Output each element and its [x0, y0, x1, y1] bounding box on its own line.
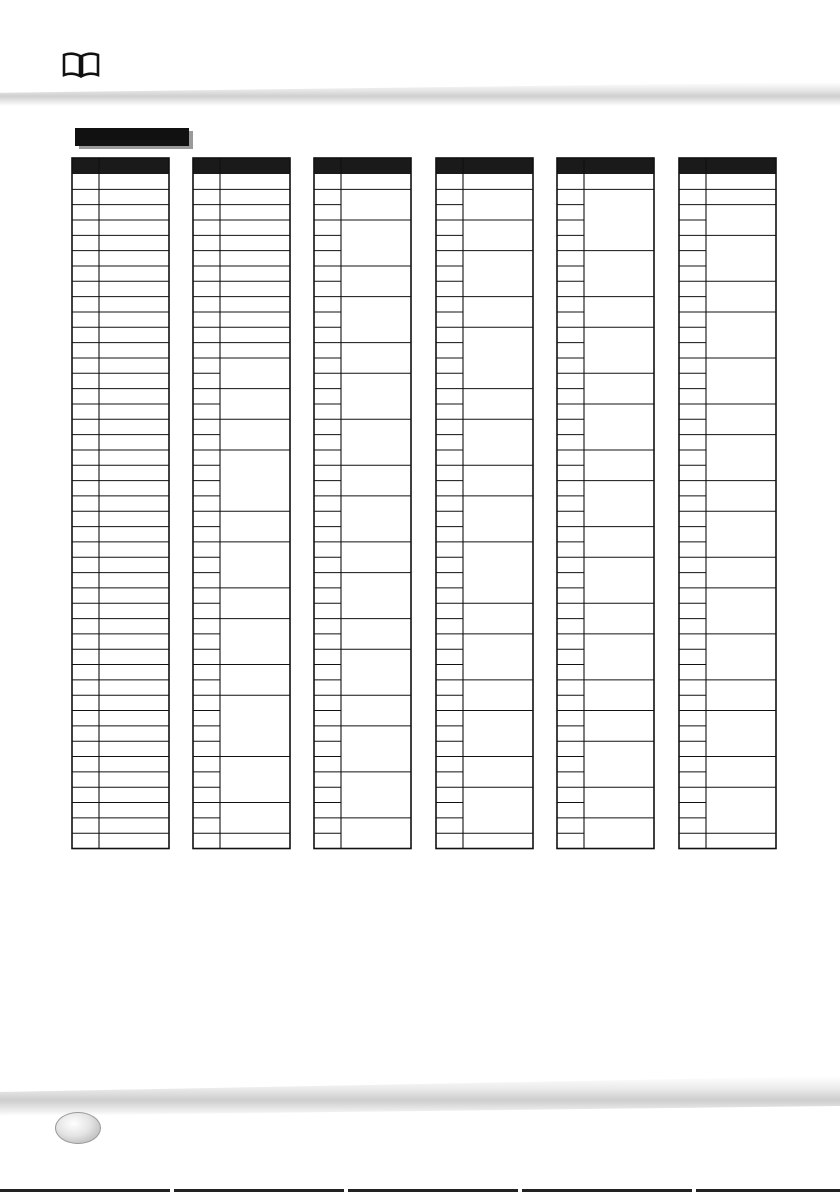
code-table-5: [557, 158, 654, 849]
code-table-2: [193, 158, 290, 849]
table-frame: [436, 158, 533, 849]
code-table-6: [679, 158, 776, 849]
table-frame: [679, 158, 776, 849]
table-frame: [193, 158, 290, 849]
table-header: [314, 158, 411, 174]
table-frame: [72, 158, 169, 849]
table-frame: [557, 158, 654, 849]
page-number-badge: [55, 1112, 101, 1144]
table-header: [557, 158, 654, 174]
code-table-3: [314, 158, 411, 849]
code-table-4: [436, 158, 533, 849]
code-table-1: [72, 158, 169, 849]
table-header: [193, 158, 290, 174]
table-frame: [314, 158, 411, 849]
table-header: [679, 158, 776, 174]
table-header: [436, 158, 533, 174]
table-header: [72, 158, 169, 174]
